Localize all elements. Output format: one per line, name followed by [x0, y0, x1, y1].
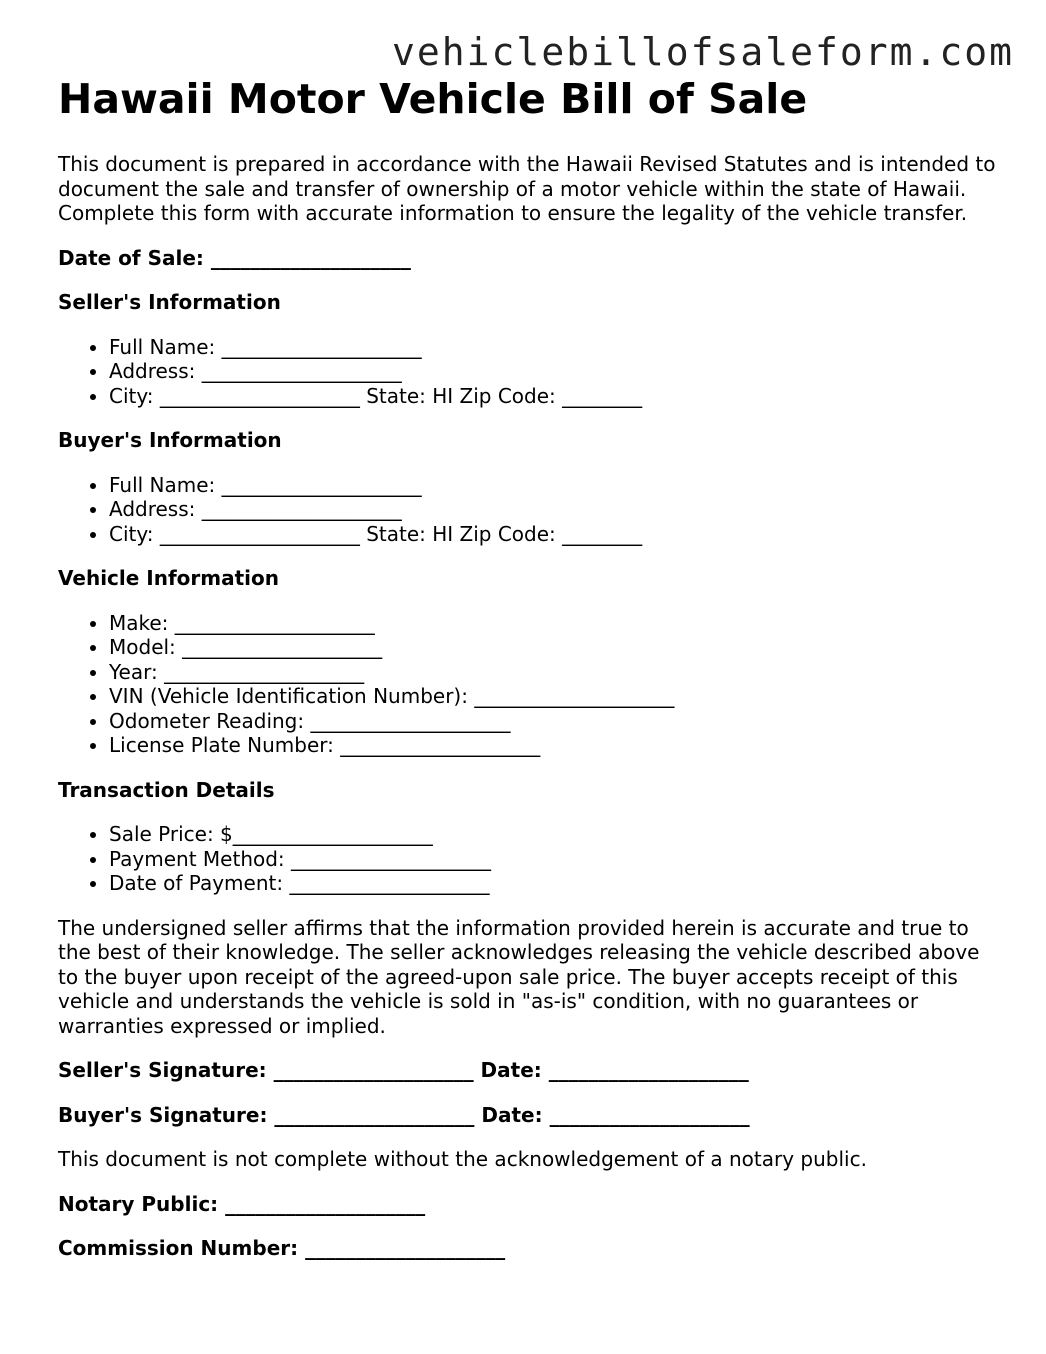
vehicle-license-plate-field: • License Plate Number: ____________________	[109, 733, 998, 758]
transaction-details-list	[58, 822, 998, 896]
vehicle-make-field: • Make: ____________________	[109, 611, 998, 636]
buyer-signature-line: Buyer's Signature: ____________________ Date: ____________________	[58, 1102, 750, 1127]
notary-public-field: Notary Public: ____________________	[58, 1191, 426, 1216]
seller-full-name-field: • Full Name: ____________________	[109, 335, 998, 360]
buyer-section-heading: Buyer's Information	[58, 428, 282, 452]
payment-method-field: • Payment Method: ____________________	[109, 847, 998, 872]
intro-paragraph: This document is prepared in accordance with the Hawaii Revised Statutes and is intended to document the sale and transfer of ownership of a motor vehicle within the state of Hawaii. Complete this form with accurate information to ensure the legality of the vehicle transfer.	[58, 152, 996, 225]
seller-signature-line: Seller's Signature: ____________________ Date: ____________________	[58, 1058, 749, 1082]
affirmation-paragraph: The undersigned seller affirms that the information provided herein is accurate and true to the best of their knowledge. The seller acknowledges releasing the vehicle described above to the buyer upon receipt of the agreed-upon sale price. The buyer accepts receipt of this vehicle and understands the vehicle is sold in "as-is" condition, with no guarantees or warranties expressed or implied.	[58, 915, 980, 1038]
vehicle-info-list	[58, 611, 998, 758]
seller-info-list	[58, 335, 998, 409]
date-of-payment-field: • Date of Payment: ____________________	[109, 871, 998, 896]
seller-address-field: • Address: ____________________	[109, 359, 998, 384]
buyer-info-list	[58, 473, 998, 547]
sale-price-field: • Sale Price: $____________________	[109, 822, 998, 847]
vehicle-year-field: • Year: ____________________	[109, 660, 998, 685]
buyer-full-name-field: • Full Name: ____________________	[109, 473, 998, 498]
commission-number-field: Commission Number: ____________________	[58, 1236, 506, 1260]
seller-section-heading: Seller's Information	[58, 290, 281, 314]
date-of-sale-field: Date of Sale: ____________________	[58, 245, 411, 270]
bill-of-sale-document	[58, 72, 998, 1261]
vehicle-vin-field: • VIN (Vehicle Identification Number): ____________________	[109, 684, 998, 709]
buyer-address-field: • Address: ____________________	[109, 497, 998, 522]
notary-note: This document is not complete without the acknowledgement of a notary public.	[58, 1147, 867, 1171]
vehicle-odometer-field: • Odometer Reading: ____________________	[109, 709, 998, 734]
seller-city-state-zip-field: • City: ____________________ State: HI Zip Code: ________	[109, 384, 998, 409]
buyer-city-state-zip-field: • City: ____________________ State: HI Zip Code: ________	[109, 522, 998, 547]
vehicle-model-field: • Model: ____________________	[109, 635, 998, 660]
transaction-section-heading: Transaction Details	[58, 777, 275, 802]
page-title: Hawaii Motor Vehicle Bill of Sale	[58, 75, 808, 123]
site-watermark: vehiclebillofsaleform.com	[392, 30, 1014, 74]
vehicle-section-heading: Vehicle Information	[58, 566, 279, 590]
